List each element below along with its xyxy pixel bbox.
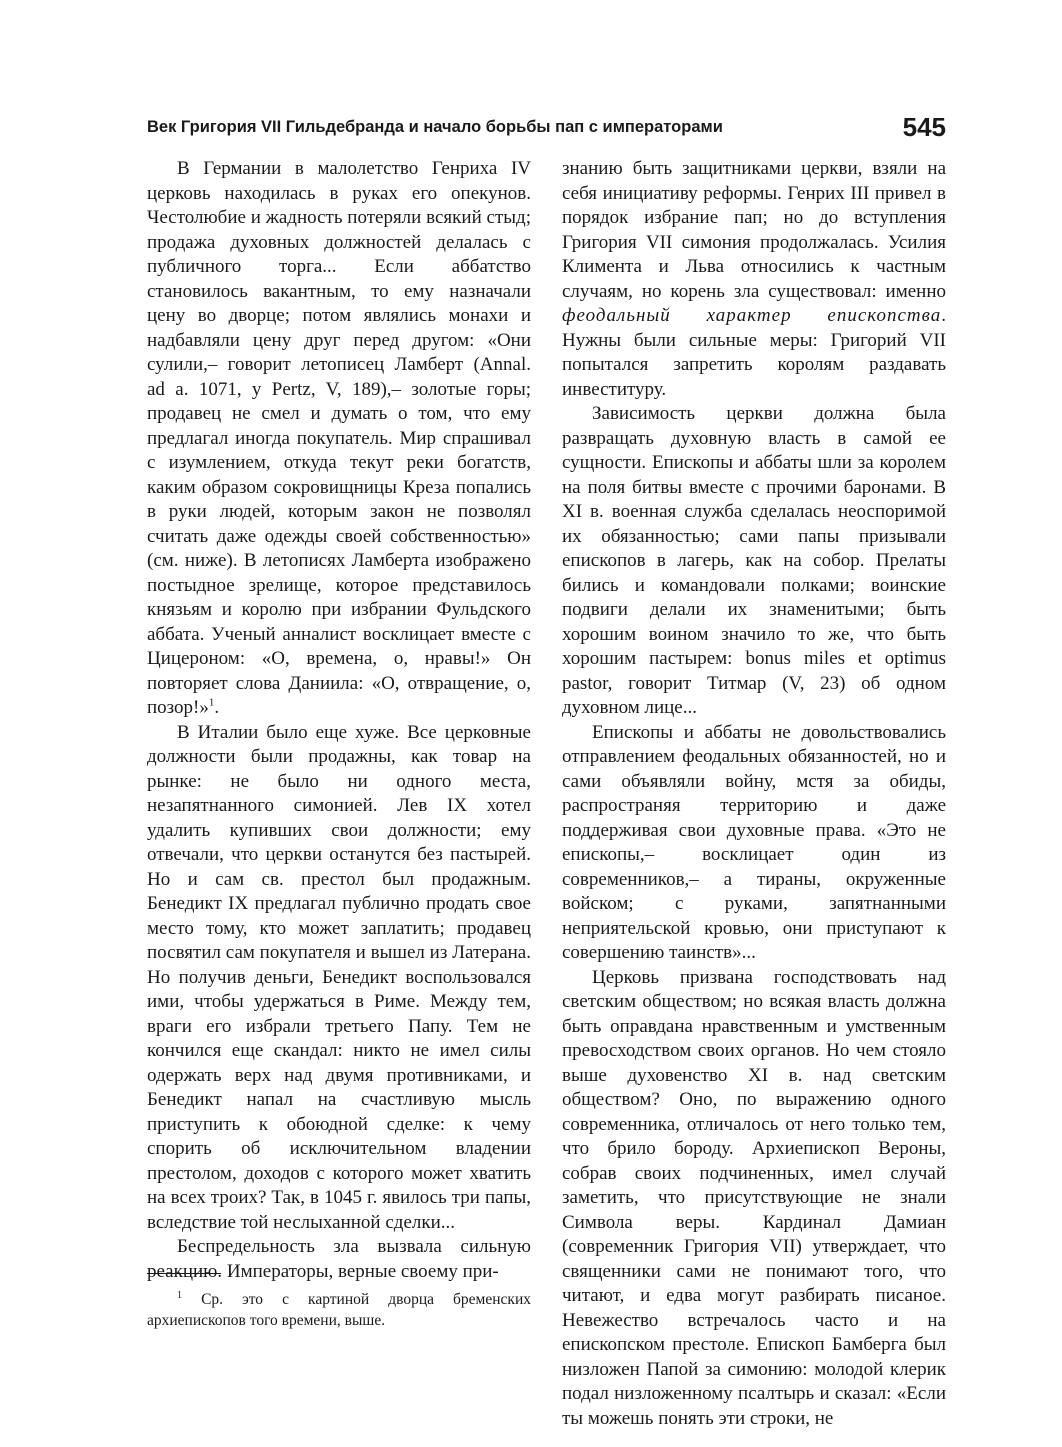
running-head: Век Григория VII Гильдебранда и начало борьбы пап с императорами (147, 118, 723, 136)
footnote-reference: 1 (208, 696, 215, 709)
paragraph: Епископы и аббаты не довольствовались отправлением феодальных обязанностей, но и сами объявляли войну, мстя за обиды, распространяя территорию и даже поддерживая свои духовные права. «Это не епископы,– восклицает один из современников,– а тираны, окруженные войском; с руками, запятнанными неприятельской кровью, они приступают к совершению таинств»... (562, 721, 946, 963)
paragraph: Церковь призвана господствовать над светским обществом; но всякая власть должна быть оправдана нравственным и умственным превосходством своих органов. Но чем стояло выше духовенство XI в. над светским обществом? Оно, по выражению одного современника, отличалось от него только тем, что брило бороду. Архиепископ Вероны, собрав своих подчиненных, имел случай заметить, что присутствующие не знали Символа веры. Кардинал Дамиан (современник Григория VII) утверждает, что священники сами не понимают того, что читают, и едва могут разбирать писаное. Невежество встречалось часто и на епископском престоле. Епископ Бамберга был низложен Папой за симонию: молодой клерик подал низложенному псалтырь и сказал: «Если ты можешь понять эти строки, не (562, 966, 946, 1429)
paragraph: Беспредельность зла вызвала сильную реакцию. Императоры, верные своему при- (147, 1236, 531, 1282)
footnote-text: Ср. это с картиной дворца бременских архиепископов того времени, выше. (147, 1291, 531, 1329)
paragraph-text: знанию быть защитниками церкви, взяли на себя инициативу реформы. Генрих III привел в порядок избрание пап; но до вступления Григория VII симония продолжалась. Усилия Климента и Льва относились к частным случаям, но корень зла существовал: именно (562, 158, 946, 302)
footnote-divider (147, 1273, 221, 1274)
footnote (147, 1289, 531, 1331)
paragraph-continued (562, 157, 946, 402)
paragraph-text: В Германии в малолетство Генриха IV церковь находилась в руках его опекунов. Честолюбие и жадность потеряли всякий стыд; продажа духовных должностей делалась с публичного торга... Если аббатство становилось вакантным, то ему назначали цену во дворце; потом являлись монахи и надбавляли цену друг перед другом: «Они сулили,– говорит летописец Ламберт (Annal. ad a. 1071, у Pertz, V, 189),– золотые горы; продавец не смел и думать о том, что ему предлагал иногда покупатель. Мир спрашивал с изумлением, откуда текут реки богатств, каким образом сокровищницы Креза попались в руки людей, которым закон не позволял считать даже одежды своей собственностью» (см. ниже). В летописях Ламберта изображено постыдное зрелище, которое представилось князьям и королю при избрании Фульдского аббата. Ученый анналист восклицает вместе с Цицероном: «О, времена, о, нравы!» Он повторяет слова Даниила: «О, отвращение, о, позор!» (147, 158, 531, 718)
paragraph: В Италии было еще хуже. Все церковные должности были продажны, как товар на рынке: не было ни одного места, незапятнанного симонией. Лев IX хотел удалить купивших свои должности; ему отвечали, что церкви останутся без пастырей. Но и сам св. престол был продажным. Бенедикт IX предлагал публично продать свое место тому, кто может заплатить; продавец посвятил сам покупателя и вышел из Латерана. Но получив деньги, Бенедикт воспользовался ими, чтобы удержаться в Риме. Между тем, враги его избрали третьего Папу. Тем не кончился еще скандал: никто не имел силы одержать верх над двумя противниками, и Бенедикт напал на счастливую мысль приступить к обоюдной сделке: к чему спорить об исключительном владении престолом, доходов с которого может хватить на всех троих? Так, в 1045 г. явилось три папы, вследствие той неслыханной сделки... (147, 721, 531, 1233)
right-column (562, 157, 946, 1431)
paragraph: Зависимость церкви должна была развращать духовную власть в самой ее сущности. Епископы и аббаты шли за королем на поля битвы вместе с прочими баронами. В XI в. военная служба сделалась неоспоримой их обязанностью; сами папы призывали епископов в лагерь, как на собор. Прелаты бились и командовали полками; воинские подвиги делали их знаменитыми; быть хорошим воином значило то же, что быть хорошим пастырем: bonus miles et optimus pastor, говорит Титмар (V, 23) об одном духовном лице... (562, 403, 946, 718)
footnote-mark: 1 (177, 1289, 182, 1301)
left-column (147, 157, 531, 1284)
emphasized-text: феодальный характер епископства (562, 305, 942, 326)
paragraph: В Германии в малолетство Генриха IV церковь находилась в руках его опекунов. Честолюбие и жадность потеряли всякий стыд; продажа духовных должностей делалась с публичного торга... Если аббатство становилось вакантным, то ему назначали цену во дворце; потом являлись монахи и надбавляли цену друг перед другом: «Они сулили,– говорит летописец Ламберт (Annal. ad a. 1071, у Pertz, V, 189),– золотые горы; продавец не смел и думать о том, что ему предлагал иногда покупатель. Мир спрашивал с изумлением, откуда текут реки богатств, каким образом сокровищницы Креза попались в руки людей, которым закон не позволял считать даже одежды своей собственностью» (см. ниже). В летописях Ламберта изображено постыдное зрелище, которое представилось князьям и королю при избрании Фульдского аббата. Ученый анналист восклицает вместе с Цицероном: «О, времена, о, нравы!» Он повторяет слова Даниила: «О, отвращение, о, позор!»$^1$. (147, 158, 531, 718)
paragraph-text: . Нужны были сильные меры: Григорий VII попытался запретить королям раздавать инвеституру. (562, 305, 946, 400)
page-number: 545 (902, 112, 946, 142)
